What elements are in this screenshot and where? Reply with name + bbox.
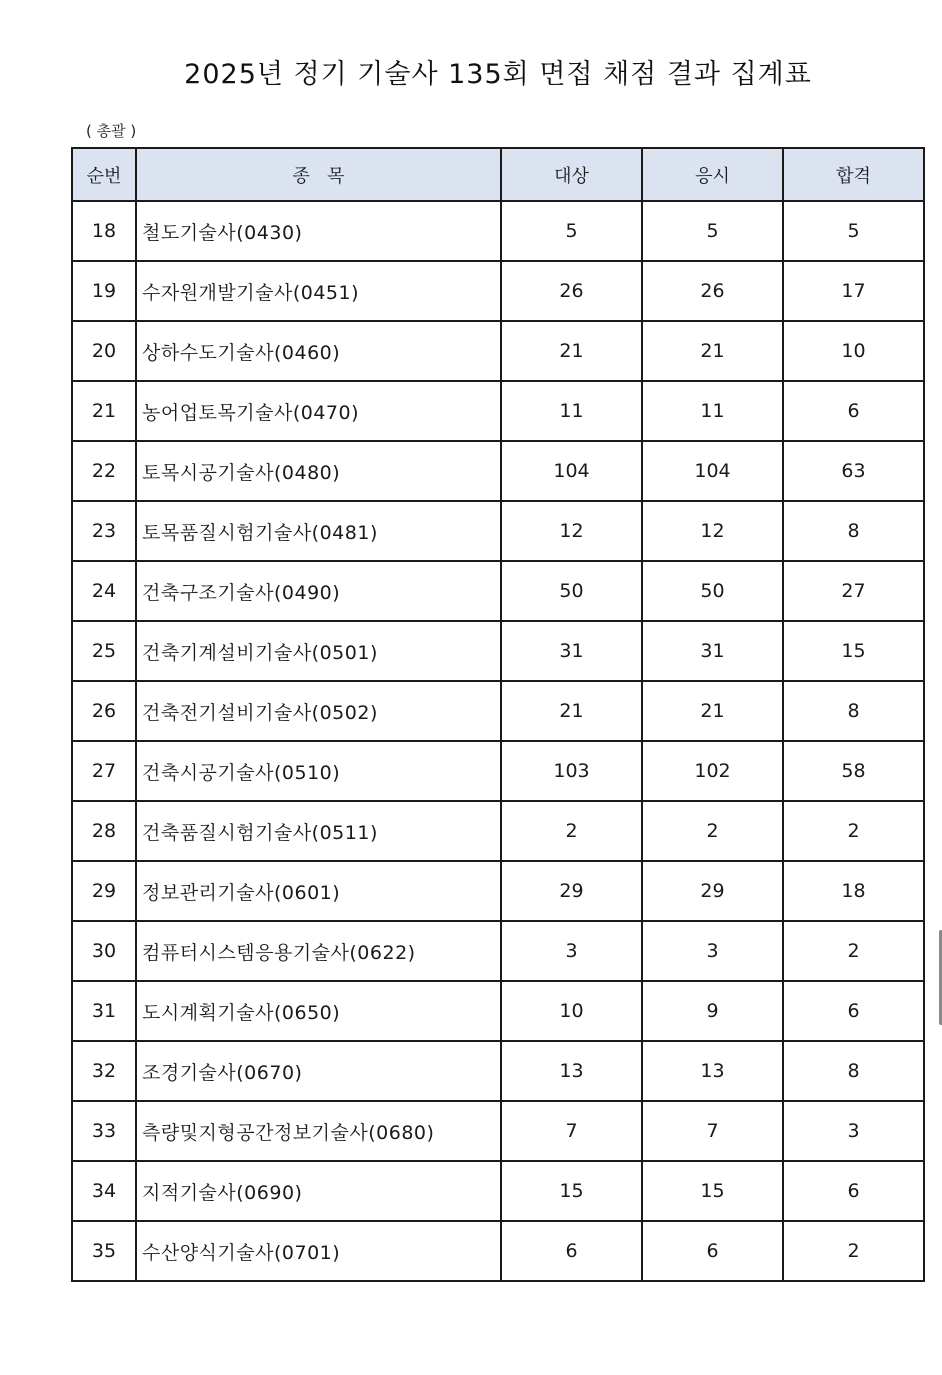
table-row bbox=[72, 1161, 924, 1221]
scope-note: ( 총괄 ) bbox=[86, 122, 137, 140]
header-taken: 응시 bbox=[642, 148, 783, 201]
table-row bbox=[72, 981, 924, 1041]
cell-target: 31 bbox=[501, 621, 642, 681]
cell-target: 21 bbox=[501, 681, 642, 741]
cell-target: 29 bbox=[501, 861, 642, 921]
cell-passed: 8 bbox=[783, 1041, 924, 1101]
cell-item: 토목품질시험기술사(0481) bbox=[136, 501, 501, 561]
cell-item: 토목시공기술사(0480) bbox=[136, 441, 501, 501]
table-row bbox=[72, 681, 924, 741]
cell-taken: 12 bbox=[642, 501, 783, 561]
cell-seq: 27 bbox=[72, 741, 136, 801]
cell-seq: 29 bbox=[72, 861, 136, 921]
cell-target: 6 bbox=[501, 1221, 642, 1281]
cell-passed: 6 bbox=[783, 381, 924, 441]
cell-passed: 6 bbox=[783, 981, 924, 1041]
header-row bbox=[72, 148, 924, 201]
cell-target: 26 bbox=[501, 261, 642, 321]
cell-item: 건축품질시험기술사(0511) bbox=[136, 801, 501, 861]
cell-taken: 15 bbox=[642, 1161, 783, 1221]
cell-target: 15 bbox=[501, 1161, 642, 1221]
cell-taken: 9 bbox=[642, 981, 783, 1041]
table-row bbox=[72, 861, 924, 921]
cell-item: 정보관리기술사(0601) bbox=[136, 861, 501, 921]
cell-taken: 21 bbox=[642, 681, 783, 741]
cell-taken: 29 bbox=[642, 861, 783, 921]
cell-seq: 34 bbox=[72, 1161, 136, 1221]
cell-passed: 63 bbox=[783, 441, 924, 501]
cell-passed: 10 bbox=[783, 321, 924, 381]
cell-passed: 17 bbox=[783, 261, 924, 321]
cell-passed: 8 bbox=[783, 501, 924, 561]
cell-item: 철도기술사(0430) bbox=[136, 201, 501, 261]
cell-passed: 8 bbox=[783, 681, 924, 741]
cell-taken: 5 bbox=[642, 201, 783, 261]
cell-taken: 13 bbox=[642, 1041, 783, 1101]
table-row bbox=[72, 921, 924, 981]
cell-passed: 3 bbox=[783, 1101, 924, 1161]
cell-seq: 24 bbox=[72, 561, 136, 621]
cell-item: 농어업토목기술사(0470) bbox=[136, 381, 501, 441]
cell-seq: 26 bbox=[72, 681, 136, 741]
cell-target: 13 bbox=[501, 1041, 642, 1101]
page-title: 2025년 정기 기술사 135회 면접 채점 결과 집계표 bbox=[184, 59, 812, 90]
table-row bbox=[72, 1221, 924, 1281]
table-row bbox=[72, 381, 924, 441]
cell-target: 5 bbox=[501, 201, 642, 261]
cell-item: 건축구조기술사(0490) bbox=[136, 561, 501, 621]
table-row bbox=[72, 501, 924, 561]
cell-taken: 2 bbox=[642, 801, 783, 861]
cell-seq: 35 bbox=[72, 1221, 136, 1281]
cell-taken: 31 bbox=[642, 621, 783, 681]
table-row bbox=[72, 1101, 924, 1161]
cell-passed: 6 bbox=[783, 1161, 924, 1221]
header-passed: 합격 bbox=[783, 148, 924, 201]
header-item: 종 목 bbox=[136, 148, 501, 201]
cell-seq: 32 bbox=[72, 1041, 136, 1101]
results-table bbox=[71, 147, 925, 1282]
table-row bbox=[72, 201, 924, 261]
cell-taken: 102 bbox=[642, 741, 783, 801]
cell-item: 건축시공기술사(0510) bbox=[136, 741, 501, 801]
cell-target: 2 bbox=[501, 801, 642, 861]
cell-item: 수산양식기술사(0701) bbox=[136, 1221, 501, 1281]
cell-seq: 25 bbox=[72, 621, 136, 681]
table-row bbox=[72, 321, 924, 381]
cell-item: 조경기술사(0670) bbox=[136, 1041, 501, 1101]
cell-passed: 18 bbox=[783, 861, 924, 921]
table-row bbox=[72, 261, 924, 321]
cell-taken: 7 bbox=[642, 1101, 783, 1161]
cell-target: 50 bbox=[501, 561, 642, 621]
cell-taken: 50 bbox=[642, 561, 783, 621]
cell-target: 11 bbox=[501, 381, 642, 441]
cell-seq: 31 bbox=[72, 981, 136, 1041]
cell-seq: 20 bbox=[72, 321, 136, 381]
cell-target: 104 bbox=[501, 441, 642, 501]
header-target: 대상 bbox=[501, 148, 642, 201]
cell-passed: 27 bbox=[783, 561, 924, 621]
cell-passed: 2 bbox=[783, 921, 924, 981]
cell-item: 컴퓨터시스템응용기술사(0622) bbox=[136, 921, 501, 981]
cell-taken: 26 bbox=[642, 261, 783, 321]
cell-target: 10 bbox=[501, 981, 642, 1041]
cell-taken: 104 bbox=[642, 441, 783, 501]
cell-item: 측량및지형공간정보기술사(0680) bbox=[136, 1101, 501, 1161]
cell-passed: 2 bbox=[783, 1221, 924, 1281]
cell-taken: 6 bbox=[642, 1221, 783, 1281]
table-row bbox=[72, 441, 924, 501]
table-row bbox=[72, 741, 924, 801]
table-row bbox=[72, 621, 924, 681]
cell-seq: 18 bbox=[72, 201, 136, 261]
cell-item: 상하수도기술사(0460) bbox=[136, 321, 501, 381]
cell-seq: 33 bbox=[72, 1101, 136, 1161]
table-row bbox=[72, 801, 924, 861]
cell-target: 3 bbox=[501, 921, 642, 981]
cell-passed: 58 bbox=[783, 741, 924, 801]
cell-seq: 30 bbox=[72, 921, 136, 981]
cell-passed: 5 bbox=[783, 201, 924, 261]
cell-target: 12 bbox=[501, 501, 642, 561]
table-row bbox=[72, 1041, 924, 1101]
table-body bbox=[72, 201, 924, 1281]
cell-item: 수자원개발기술사(0451) bbox=[136, 261, 501, 321]
cell-seq: 21 bbox=[72, 381, 136, 441]
cell-item: 건축기계설비기술사(0501) bbox=[136, 621, 501, 681]
cell-seq: 23 bbox=[72, 501, 136, 561]
cell-seq: 22 bbox=[72, 441, 136, 501]
cell-taken: 11 bbox=[642, 381, 783, 441]
cell-target: 103 bbox=[501, 741, 642, 801]
cell-item: 도시계획기술사(0650) bbox=[136, 981, 501, 1041]
cell-item: 지적기술사(0690) bbox=[136, 1161, 501, 1221]
cell-seq: 28 bbox=[72, 801, 136, 861]
cell-taken: 21 bbox=[642, 321, 783, 381]
cell-taken: 3 bbox=[642, 921, 783, 981]
cell-passed: 2 bbox=[783, 801, 924, 861]
cell-target: 7 bbox=[501, 1101, 642, 1161]
header-seq: 순번 bbox=[72, 148, 136, 201]
cell-seq: 19 bbox=[72, 261, 136, 321]
cell-item: 건축전기설비기술사(0502) bbox=[136, 681, 501, 741]
cell-target: 21 bbox=[501, 321, 642, 381]
cell-passed: 15 bbox=[783, 621, 924, 681]
table-row bbox=[72, 561, 924, 621]
